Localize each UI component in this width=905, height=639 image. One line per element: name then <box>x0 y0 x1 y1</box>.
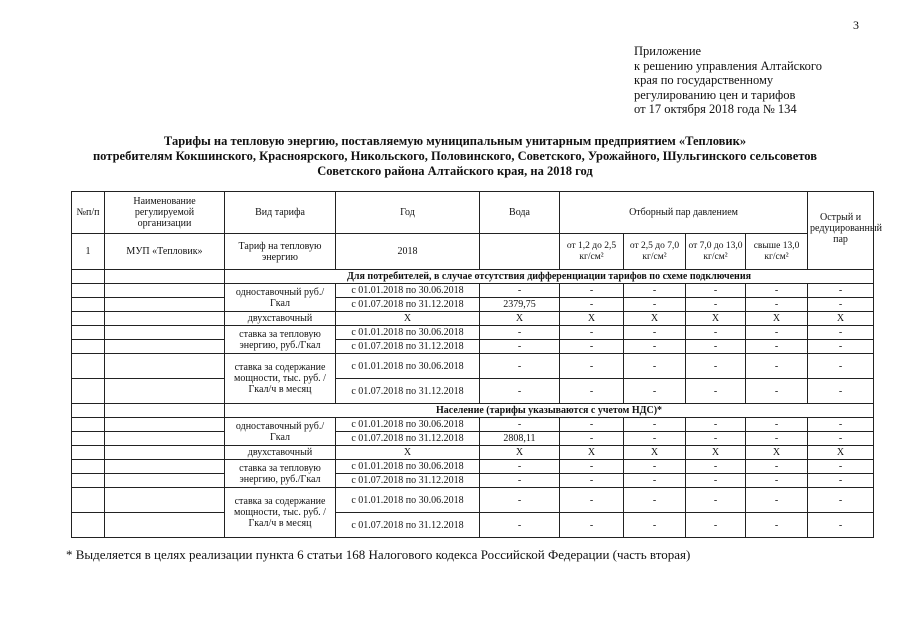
value-cell: - <box>686 284 746 298</box>
empty-cell <box>105 404 225 418</box>
empty-cell <box>72 418 105 432</box>
value-cell: - <box>808 284 874 298</box>
empty-cell <box>105 474 225 488</box>
value-cell: - <box>808 326 874 340</box>
table-row <box>72 354 874 379</box>
value-cell: - <box>624 488 686 513</box>
table-row <box>72 418 874 432</box>
value-cell: - <box>686 432 746 446</box>
value-cell: - <box>560 326 624 340</box>
appendix-line: Приложение <box>634 44 702 58</box>
empty-cell <box>105 284 225 298</box>
value-cell: - <box>624 284 686 298</box>
empty-cell <box>105 326 225 340</box>
period-cell: с 01.01.2018 по 30.06.2018 <box>336 284 480 298</box>
empty-cell <box>72 284 105 298</box>
period-cell: с 01.07.2018 по 31.12.2018 <box>336 432 480 446</box>
value-cell: X <box>746 312 808 326</box>
tariff-table <box>71 191 882 538</box>
subheader-row <box>72 234 874 270</box>
value-cell: - <box>686 418 746 432</box>
table-row <box>72 446 874 460</box>
value-cell: - <box>808 298 874 312</box>
title-line: Советского района Алтайского края, на 2018 год <box>317 164 593 178</box>
table-row <box>72 270 874 284</box>
value-cell: - <box>624 340 686 354</box>
value-cell: - <box>624 298 686 312</box>
value-cell: - <box>480 513 560 538</box>
header-steam: Отборный пар давлением <box>560 192 808 234</box>
value-cell: - <box>560 298 624 312</box>
table-row <box>72 326 874 340</box>
value-cell: X <box>746 446 808 460</box>
header-water: Вода <box>480 192 560 234</box>
table-row <box>72 460 874 474</box>
footnote: * Выделяется в целях реализации пункта 6 статьи 168 Налогового кодекса Российской Федерации (часть вторая) <box>66 547 691 562</box>
value-cell: - <box>480 326 560 340</box>
value-cell: - <box>808 379 874 404</box>
empty-cell <box>72 513 105 538</box>
org-name: МУП «Тепловик» <box>105 234 225 270</box>
value-cell: - <box>624 513 686 538</box>
appendix-line: регулированию цен и тарифов <box>634 87 796 102</box>
tariff-year: 2018 <box>336 234 480 270</box>
document-title <box>40 134 870 179</box>
value-cell: - <box>480 354 560 379</box>
value-cell: - <box>746 474 808 488</box>
value-cell: - <box>808 513 874 538</box>
empty-cell <box>105 418 225 432</box>
value-cell: - <box>746 298 808 312</box>
value-cell: 2379,75 <box>480 298 560 312</box>
value-cell: - <box>808 432 874 446</box>
value-cell: - <box>560 513 624 538</box>
value-cell: - <box>808 488 874 513</box>
value-cell: - <box>624 326 686 340</box>
header-type: Вид тарифа <box>225 192 336 234</box>
value-cell: X <box>808 312 874 326</box>
table-row <box>72 488 874 513</box>
empty-cell <box>105 513 225 538</box>
empty-cell <box>105 379 225 404</box>
value-cell: - <box>686 340 746 354</box>
value-cell: - <box>746 379 808 404</box>
value-cell: - <box>560 340 624 354</box>
value-cell: - <box>686 460 746 474</box>
empty-cell <box>72 379 105 404</box>
empty-cell <box>72 404 105 418</box>
value-cell: - <box>746 488 808 513</box>
steam-range: от 1,2 до 2,5 кг/см² <box>560 234 624 270</box>
period-cell: с 01.01.2018 по 30.06.2018 <box>336 418 480 432</box>
row-num: 1 <box>72 234 105 270</box>
empty-cell <box>480 234 560 270</box>
table-row <box>72 404 874 418</box>
two-rate-label: двухставочный <box>225 312 336 326</box>
period-cell: с 01.07.2018 по 31.12.2018 <box>336 340 480 354</box>
heat-rate-label: ставка за тепловую энергию, руб./Гкал <box>225 460 336 488</box>
empty-cell <box>105 432 225 446</box>
value-cell: X <box>686 446 746 460</box>
capacity-rate-label: ставка за содержание мощности, тыс. руб. /Гкал/ч в месяц <box>225 488 336 538</box>
empty-cell <box>105 270 225 284</box>
value-cell: - <box>746 460 808 474</box>
value-cell: X <box>808 446 874 460</box>
table-row <box>72 340 874 354</box>
value-cell: - <box>624 354 686 379</box>
table-row <box>72 379 874 404</box>
period-cell: с 01.07.2018 по 31.12.2018 <box>336 513 480 538</box>
empty-cell <box>72 312 105 326</box>
title-line: потребителям Кокшинского, Красноярского, Никольского, Половинского, Советского, Урожайного, Шульгинского сельсоветов <box>92 149 817 163</box>
steam-range: свыше 13,0 кг/см² <box>746 234 808 270</box>
empty-cell <box>72 488 105 513</box>
value-cell: X <box>336 446 480 460</box>
header-year: Год <box>336 192 480 234</box>
capacity-rate-label: ставка за содержание мощности, тыс. руб. /Гкал/ч в месяц <box>225 354 336 404</box>
value-cell: - <box>808 418 874 432</box>
table-row <box>72 474 874 488</box>
empty-cell <box>105 446 225 460</box>
value-cell: - <box>808 460 874 474</box>
value-cell: - <box>746 284 808 298</box>
section-title: Население (тарифы указываются с учетом НДС)* <box>225 404 874 418</box>
header-num: №п/п <box>72 192 105 234</box>
single-rate-label: одноставочный руб./Гкал <box>225 418 336 446</box>
steam-range: от 2,5 до 7,0 кг/см² <box>624 234 686 270</box>
value-cell: - <box>624 379 686 404</box>
appendix-block <box>634 44 822 117</box>
value-cell: - <box>560 460 624 474</box>
empty-cell <box>72 340 105 354</box>
value-cell: - <box>686 474 746 488</box>
period-cell: с 01.01.2018 по 30.06.2018 <box>336 488 480 513</box>
empty-cell <box>105 312 225 326</box>
period-cell: с 01.07.2018 по 31.12.2018 <box>336 298 480 312</box>
page-number: 3 <box>853 18 859 32</box>
appendix-line: к решению управления Алтайского <box>634 58 822 73</box>
period-cell: с 01.01.2018 по 30.06.2018 <box>336 460 480 474</box>
table-row <box>72 513 874 538</box>
value-cell: - <box>560 488 624 513</box>
value-cell: - <box>624 474 686 488</box>
value-cell: - <box>746 326 808 340</box>
value-cell: - <box>686 326 746 340</box>
value-cell: - <box>480 284 560 298</box>
value-cell: X <box>560 446 624 460</box>
value-cell: 2808,11 <box>480 432 560 446</box>
two-rate-label: двухставочный <box>225 446 336 460</box>
table-row <box>72 312 874 326</box>
value-cell: - <box>624 432 686 446</box>
value-cell: - <box>560 379 624 404</box>
period-cell: с 01.07.2018 по 31.12.2018 <box>336 379 480 404</box>
value-cell: - <box>686 354 746 379</box>
value-cell: - <box>808 354 874 379</box>
tariff-type: Тариф на тепловую энергию <box>225 234 336 270</box>
empty-cell <box>72 298 105 312</box>
value-cell: - <box>808 340 874 354</box>
value-cell: - <box>624 460 686 474</box>
value-cell: - <box>686 298 746 312</box>
value-cell: - <box>686 379 746 404</box>
value-cell: X <box>624 312 686 326</box>
value-cell: - <box>480 379 560 404</box>
appendix-line: края по государственному <box>634 73 774 87</box>
value-cell: - <box>480 474 560 488</box>
empty-cell <box>105 460 225 474</box>
empty-cell <box>72 326 105 340</box>
appendix-line: от 17 октября 2018 года № 134 <box>634 102 797 116</box>
value-cell: - <box>808 474 874 488</box>
empty-cell <box>72 432 105 446</box>
value-cell: X <box>480 312 560 326</box>
value-cell: X <box>480 446 560 460</box>
value-cell: - <box>686 513 746 538</box>
period-cell: с 01.01.2018 по 30.06.2018 <box>336 326 480 340</box>
header-sharp-steam: Острый и редуцированный пар <box>808 192 874 270</box>
empty-cell <box>105 488 225 513</box>
empty-cell <box>72 446 105 460</box>
value-cell: - <box>480 460 560 474</box>
title-line: Тарифы на тепловую энергию, поставляемую муниципальным унитарным предприятием «Тепловик» <box>163 134 747 148</box>
value-cell: - <box>560 354 624 379</box>
value-cell: - <box>560 474 624 488</box>
value-cell: - <box>746 354 808 379</box>
heat-rate-label: ставка за тепловую энергию, руб./Гкал <box>225 326 336 354</box>
header-org: Наименование регулируемой организации <box>105 192 225 234</box>
period-cell: с 01.07.2018 по 31.12.2018 <box>336 474 480 488</box>
single-rate-label: одноставочный руб./Гкал <box>225 284 336 312</box>
empty-cell <box>105 340 225 354</box>
empty-cell <box>72 460 105 474</box>
value-cell: - <box>560 418 624 432</box>
value-cell: - <box>746 340 808 354</box>
empty-cell <box>105 298 225 312</box>
value-cell: - <box>746 432 808 446</box>
value-cell: X <box>560 312 624 326</box>
empty-cell <box>105 354 225 379</box>
value-cell: - <box>560 284 624 298</box>
empty-cell <box>72 354 105 379</box>
value-cell: - <box>746 418 808 432</box>
value-cell: - <box>746 513 808 538</box>
value-cell: - <box>560 432 624 446</box>
value-cell: X <box>624 446 686 460</box>
value-cell: - <box>480 488 560 513</box>
value-cell: X <box>686 312 746 326</box>
table-row <box>72 432 874 446</box>
header-row <box>72 192 874 234</box>
value-cell: - <box>686 488 746 513</box>
empty-cell <box>72 270 105 284</box>
table-row <box>72 284 874 298</box>
period-cell: с 01.01.2018 по 30.06.2018 <box>336 354 480 379</box>
value-cell: - <box>624 418 686 432</box>
value-cell: - <box>480 418 560 432</box>
section-title: Для потребителей, в случае отсутствия дифференциации тарифов по схеме подключения <box>225 270 874 284</box>
steam-range: от 7,0 до 13,0 кг/см² <box>686 234 746 270</box>
table-row <box>72 298 874 312</box>
empty-cell <box>72 474 105 488</box>
value-cell: X <box>336 312 480 326</box>
value-cell: - <box>480 340 560 354</box>
